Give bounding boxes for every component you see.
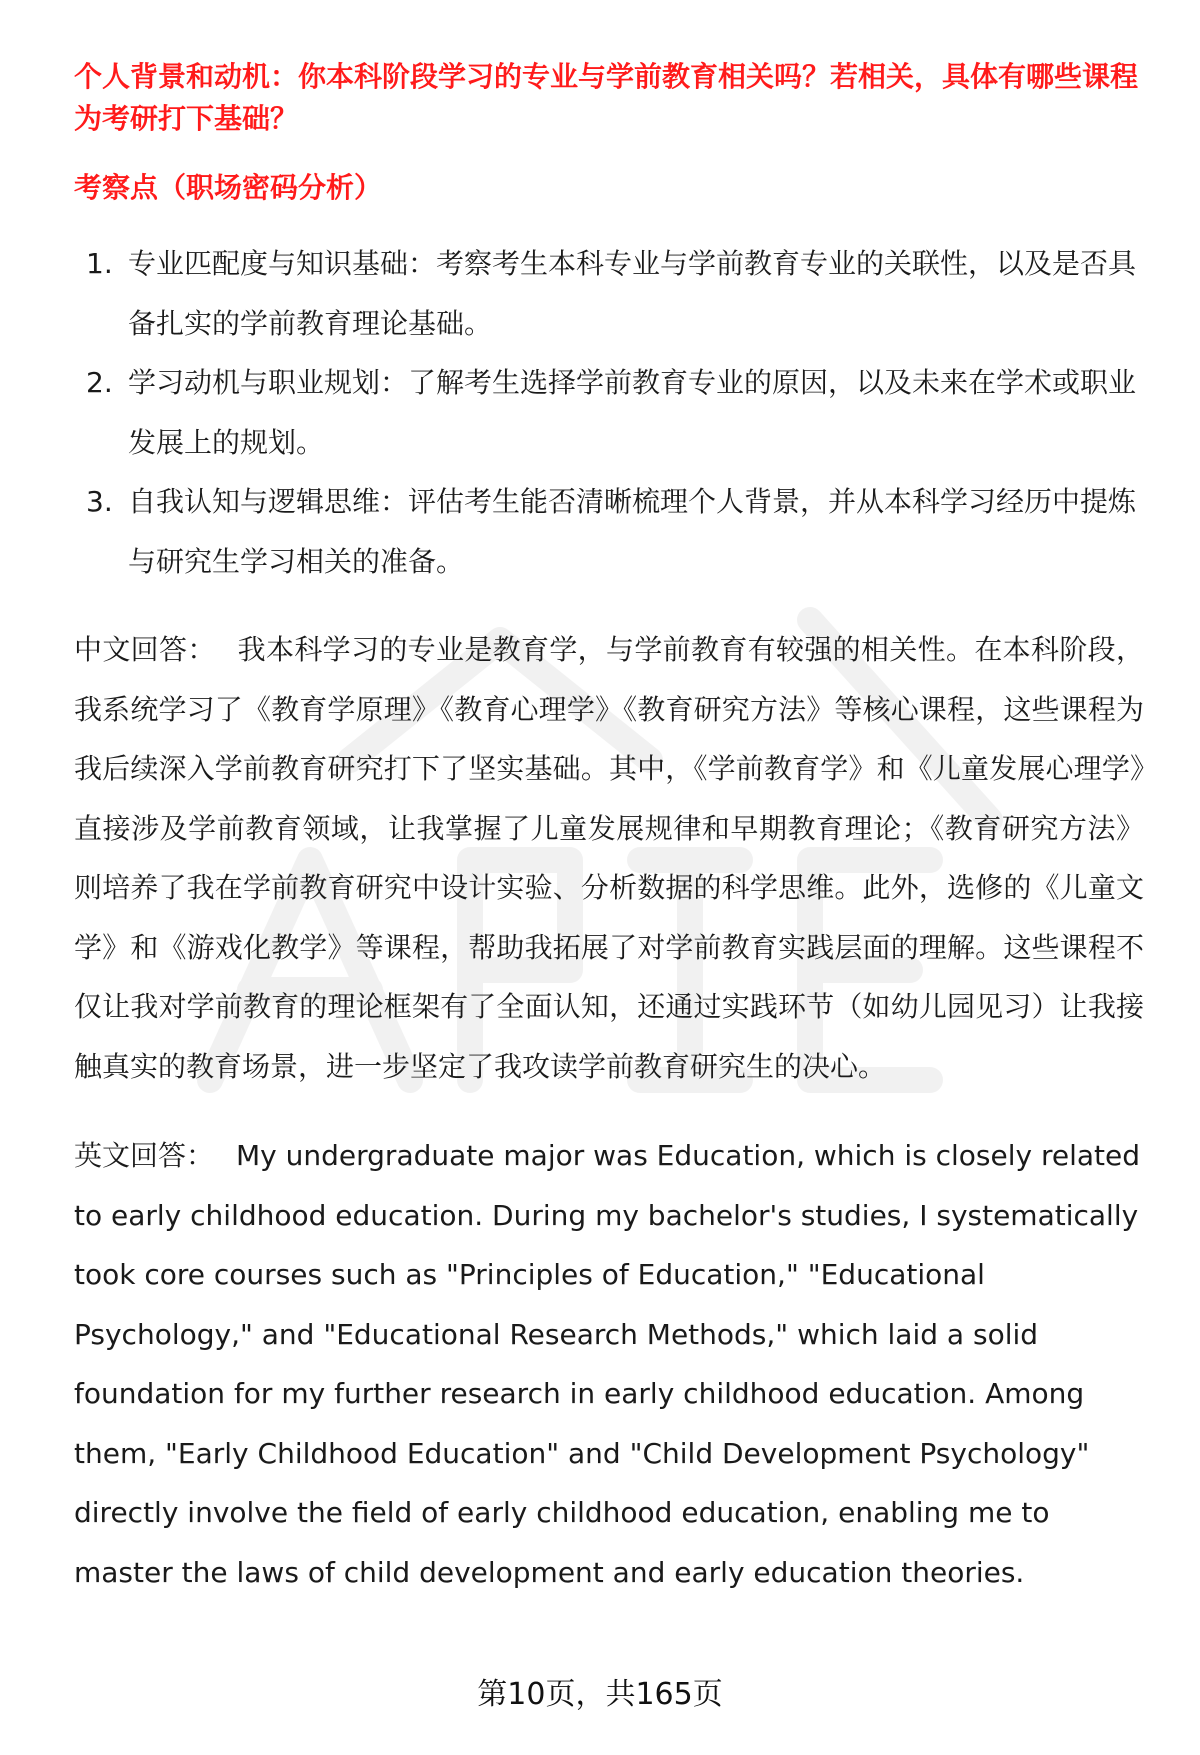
list-item-text: 学习动机与职业规划：了解考生选择学前教育专业的原因，以及未来在学术或职业发展上的规划。 xyxy=(128,366,1137,459)
list-item-text: 自我认知与逻辑思维：评估考生能否清晰梳理个人背景，并从本科学习经历中提炼与研究生学习相关的准备。 xyxy=(128,485,1137,578)
main-content xyxy=(74,56,1144,1602)
list-item xyxy=(74,234,1144,353)
english-answer-text: My undergraduate major was Education, which is closely related to early childhood education. During my bachelor's studies, I systematically took core courses such as "Principles of Education," "Educational Psychology," and "Educational Research Methods," which laid a solid foundation for my further research in early childhood education. Among them, "Early Childhood Education" and "Child Development Psychology" directly involve the field of early childhood education, enabling me to master the laws of child development and early education theories. xyxy=(74,1139,1141,1589)
chinese-answer-text: 我本科学习的专业是教育学，与学前教育有较强的相关性。在本科阶段，我系统学习了《教育学原理》《教育心理学》《教育研究方法》等核心课程，这些课程为我后续深入学前教育研究打下了坚实基础。其中，《学前教育学》和《儿童发展心理学》直接涉及学前教育领域，让我掌握了儿童发展规律和早期教育理论；《教育研究方法》则培养了我在学前教育研究中设计实验、分析数据的科学思维。此外，选修的《儿童文学》和《游戏化教学》等课程，帮助我拓展了对学前教育实践层面的理解。这些课程不仅让我对学前教育的理论框架有了全面认知，还通过实践环节（如幼儿园见习）让我接触真实的教育场景，进一步坚定了我攻读学前教育研究生的决心。 xyxy=(74,633,1144,1083)
list-item-number: 2. xyxy=(86,366,113,399)
english-answer-label: 英文回答： xyxy=(74,1139,215,1172)
chinese-answer xyxy=(74,620,1144,1096)
chinese-answer-label: 中文回答： xyxy=(74,633,216,666)
assessment-points-list xyxy=(74,234,1144,591)
list-item-number: 1. xyxy=(86,247,113,280)
list-item-text: 专业匹配度与知识基础：考察考生本科专业与学前教育专业的关联性，以及是否具备扎实的学前教育理论基础。 xyxy=(128,247,1137,340)
list-item-number: 3. xyxy=(86,485,113,518)
list-item xyxy=(74,353,1144,472)
section-title: 考察点（职场密码分析） xyxy=(74,171,383,204)
question-heading: 个人背景和动机：你本科阶段学习的专业与学前教育相关吗？若相关，具体有哪些课程为考研打下基础？ xyxy=(74,60,1139,135)
english-answer xyxy=(74,1126,1144,1602)
list-item xyxy=(74,472,1144,591)
page-number-footer: 第10页，共165页 xyxy=(477,1677,723,1712)
